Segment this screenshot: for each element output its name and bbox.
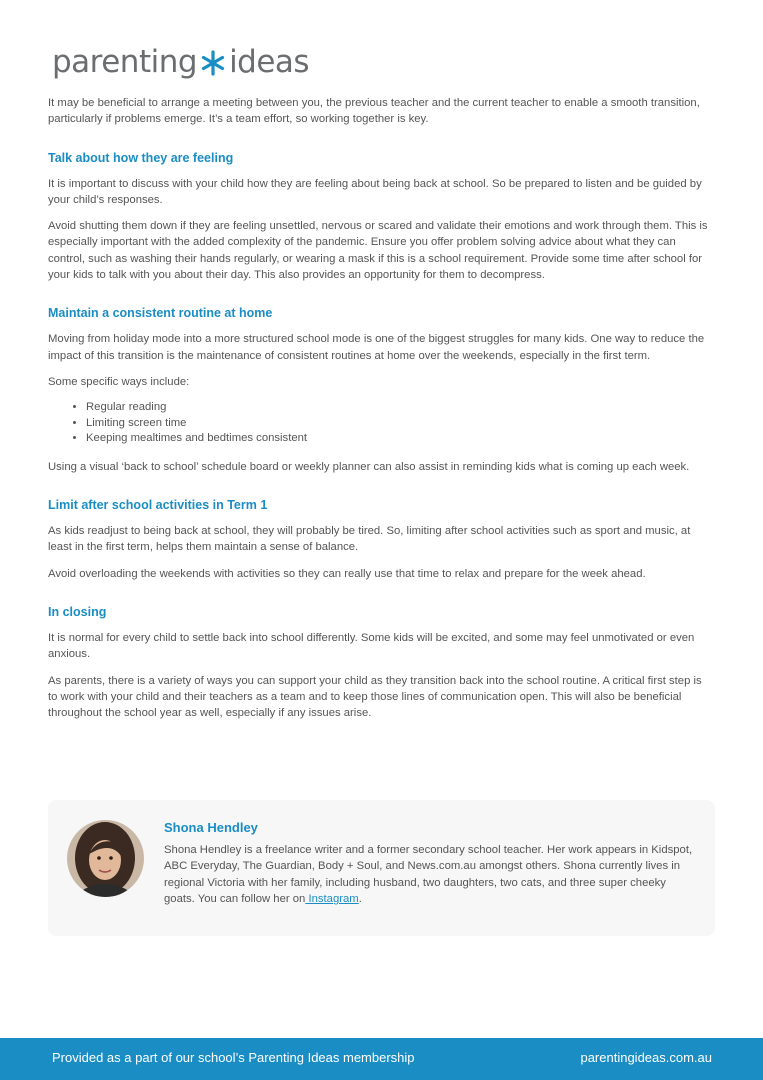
section-heading-activities: Limit after school activities in Term 1 <box>48 498 268 513</box>
author-name: Shona Hendley <box>164 820 258 835</box>
asterisk-star-icon <box>200 50 226 76</box>
list-item: • Limiting screen time <box>86 416 714 432</box>
author-bio <box>164 842 694 907</box>
bullet-list <box>48 400 714 447</box>
logo-text-right: ideas <box>229 44 310 80</box>
section-heading-feeling: Talk about how they are feeling <box>48 150 234 165</box>
paragraph: It is important to discuss with your child how they are feeling about being back at school. So be prepared to listen and be guided by your child’s responses. <box>48 177 702 206</box>
parenting-ideas-logo <box>52 44 309 80</box>
list-item: • Regular reading <box>86 400 714 416</box>
author-bio-end: . <box>358 892 362 905</box>
footer-website-link[interactable]: parentingideas.com.au <box>580 1050 712 1065</box>
article-body <box>48 95 714 731</box>
author-bio-text: Shona Hendley is a freelance writer and a former secondary school teacher. Her work appears in Kidspot, ABC Everyday, The Guardian, Body + Soul, and News.com.au amongst others. Shona currently lives in regional Victoria with her family, including husband, two daughters, two cats, and three super cheeky goats. You can follow her on <box>164 844 693 905</box>
section-heading-routine: Maintain a consistent routine at home <box>48 306 273 321</box>
paragraph: Some specific ways include: <box>48 375 190 388</box>
paragraph: As parents, there is a variety of ways you can support your child as they transition back into the school routine. A critical first step is to work with your child and their teachers as a team and to keep those lines of communication open. This will also be beneficial throughout the school year as well, especially if any issues arise. <box>48 674 702 720</box>
section-heading-closing: In closing <box>48 604 107 619</box>
list-item: • Keeping mealtimes and bedtimes consistent <box>86 431 714 447</box>
author-box <box>48 800 715 936</box>
footer-membership-text: Provided as a part of our school’s Parenting Ideas membership <box>52 1050 415 1065</box>
paragraph: As kids readjust to being back at school, they will probably be tired. So, limiting after school activities such as sport and music, at least in the first term, helps them maintain a sense of balance. <box>48 525 691 554</box>
author-avatar <box>67 820 144 897</box>
footer-bar <box>0 1038 763 1080</box>
logo-text-left: parenting <box>52 44 198 80</box>
author-photo <box>67 820 144 897</box>
paragraph: Moving from holiday mode into a more structured school mode is one of the biggest struggles for many kids. One way to reduce the impact of this transition is the maintenance of consistent routines at home over the weekends, especially in the first term. <box>48 333 705 362</box>
intro-paragraph: It may be beneficial to arrange a meeting between you, the previous teacher and the current teacher to enable a smooth transition, particularly if problems emerge. It’s a team effort, so working together is key. <box>48 97 700 126</box>
paragraph: Avoid overloading the weekends with activities so they can really use that time to relax and prepare for the week ahead. <box>48 567 646 580</box>
instagram-link[interactable]: Instagram <box>305 892 359 905</box>
paragraph: It is normal for every child to settle back into school differently. Some kids will be excited, and some may feel unmotivated or even anxious. <box>48 631 695 661</box>
paragraph: Using a visual ‘back to school’ schedule board or weekly planner can also assist in reminding kids what is coming up each week. <box>48 460 690 473</box>
paragraph: Avoid shutting them down if they are feeling unsettled, nervous or scared and validate their emotions and work through them. This is especially important with the added complexity of the pandemic. Ensure you offer problem solving advice about what they can control, such as washing their hands regularly, or wearing a mask if this is a school requirement. Provide some time after school for your kids to talk with you about their day. This also provides an opportunity for them to decompress. <box>48 220 708 282</box>
